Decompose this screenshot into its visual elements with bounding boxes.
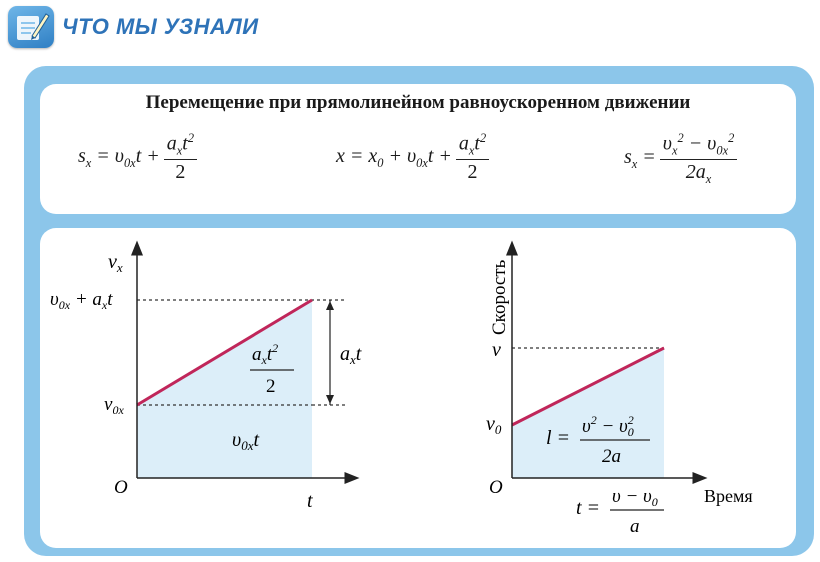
section-title: ЧТО МЫ УЗНАЛИ bbox=[62, 14, 259, 39]
right-time-formula bbox=[576, 486, 664, 537]
formula-coordinate: $x = x_0 + \upsilon_{0x}t$ + $\frac{a_xt^2}{2}$ bbox=[336, 132, 493, 183]
formula-displacement-projection: $s_x = \upsilon_{0x}t$ + $\frac{a_xt^2}{2}$ bbox=[78, 132, 201, 183]
svg-text:υ − υ0: $\upsilon - \upsilon_0$ bbox=[612, 486, 658, 509]
right-v0-tick-label: $v_0$ bbox=[486, 413, 502, 437]
left-rectangle-area-formula: $\upsilon_{0x}t$ bbox=[232, 429, 260, 453]
svg-text:2a: 2a bbox=[602, 446, 621, 467]
right-x-axis-label: Время bbox=[704, 486, 753, 506]
left-x-axis-label: t bbox=[307, 490, 313, 512]
left-top-tick-label: $\upsilon_{0x} + a_xt$ bbox=[50, 289, 113, 312]
right-origin-label: O bbox=[489, 477, 503, 498]
left-y-axis-label: $v_x$ bbox=[108, 251, 123, 275]
left-axt-label: $a_xt$ bbox=[340, 343, 362, 367]
left-origin-label: O bbox=[114, 477, 128, 498]
left-v0x-tick-label: $v_{0x}$ bbox=[104, 394, 124, 417]
right-velocity-graph bbox=[486, 248, 753, 537]
svg-text:υ2 − υ20: $\upsilon^2 - \upsilon^2$ 0 bbox=[582, 413, 634, 439]
svg-text:axt2: $a_xt^2$ bbox=[252, 341, 279, 367]
right-y-axis-label: Скорость bbox=[489, 259, 510, 335]
formula-displacement-velocity: $s_x$ = $\frac{\upsilon_x^2 - \upsilon_{0x}^2}{2a_x}$ bbox=[624, 132, 741, 187]
svg-text:t =: t = bbox=[576, 497, 601, 519]
left-velocity-graph bbox=[50, 248, 362, 512]
svg-text:a: a bbox=[630, 516, 640, 537]
formulas-title: Перемещение при прямолинейном равноускоренном движении bbox=[145, 92, 691, 113]
right-v-tick-label: v bbox=[492, 339, 501, 361]
svg-text:l =: l = bbox=[546, 427, 571, 449]
svg-text:2: 2 bbox=[266, 376, 276, 397]
